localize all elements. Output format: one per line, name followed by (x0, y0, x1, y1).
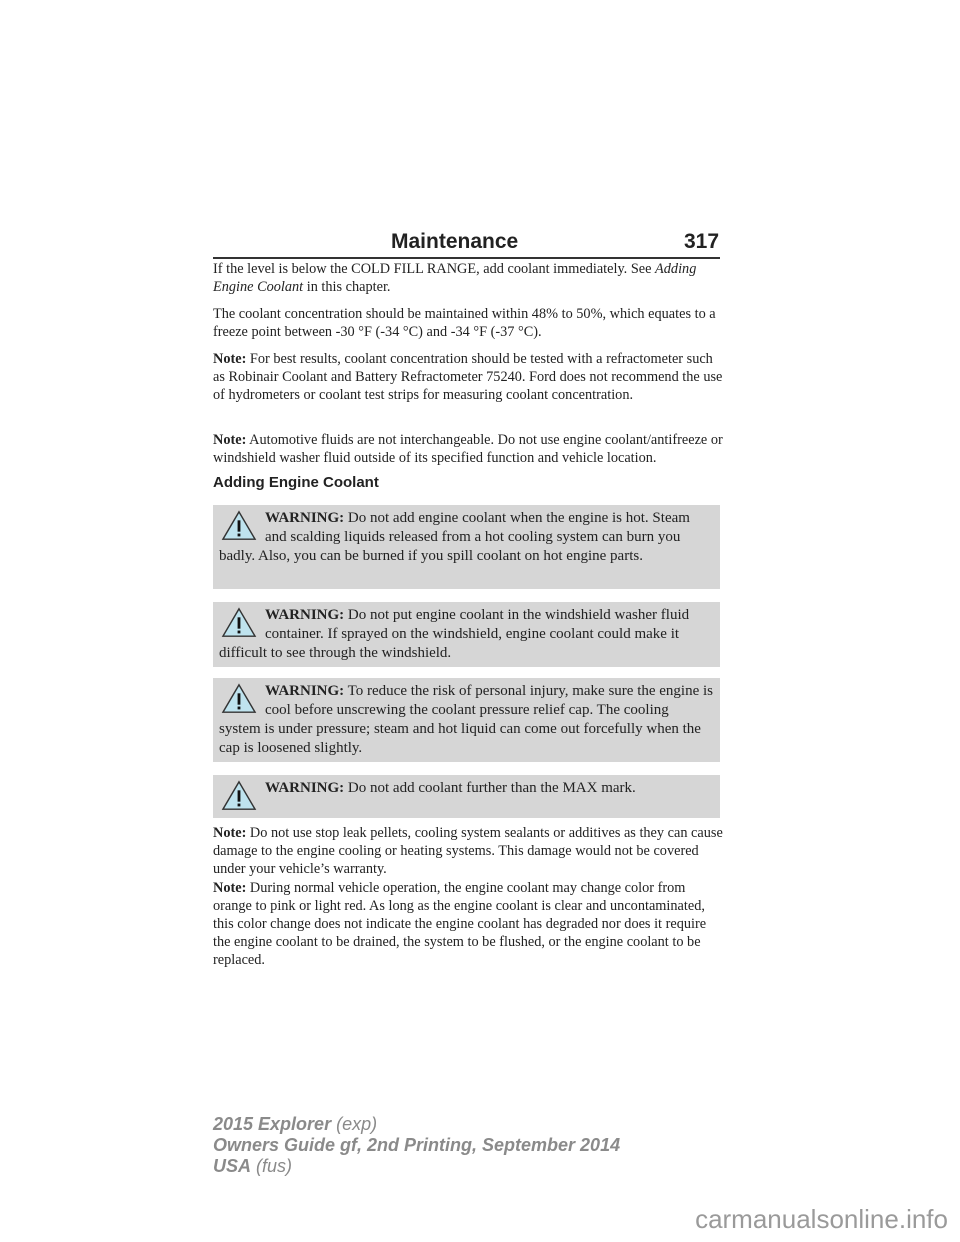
note: Note: Automotive fluids are not interchangeable. Do not use engine coolant/antifreeze or windshield washer fluid outside of its specified function and vehicle location. (213, 432, 723, 466)
note: Note: During normal vehicle operation, the engine coolant may change color from orange to pink or light red. As long as the engine coolant is clear and uncontaminated, this color change does not indicate the engine coolant has degraded nor does it require the engine coolant to be drained, the system to be flushed, or the engine coolant to be replaced. (213, 880, 707, 968)
page-number: 317 (684, 230, 720, 253)
warning-box: WARNING: Do not add coolant further than the MAX mark. (213, 775, 720, 818)
paragraph: The coolant concentration should be maintained within 48% to 50%, which equates to a freeze point between -30 °F (-34 °C) and -34 °F (-37 °C). (213, 306, 716, 340)
cross-reference: Adding Engine Coolant (213, 261, 697, 295)
paragraph: If the level is below the COLD FILL RANGE, add coolant immediately. See Adding Engine Coolant in this chapter. (213, 261, 697, 295)
warning-icon (219, 509, 259, 543)
header-rule (213, 257, 720, 259)
section-heading: Adding Engine Coolant (213, 474, 379, 491)
watermark: carmanualsonline.info (695, 1204, 948, 1234)
section-title: Maintenance (391, 230, 519, 253)
warning-box: WARNING: To reduce the risk of personal injury, make sure the engine is cool before unscrewing the coolant pressure relief cap. The cooling system is under pressure; steam and hot liquid can come out forcefully when the cap is loosened slightly. (213, 678, 720, 762)
warning-icon (219, 682, 259, 716)
warning-box: WARNING: Do not add engine coolant when the engine is hot. Steam and scalding liquids released from a hot cooling system can burn you badly. Also, you can be burned if you spill coolant on hot engine parts. (213, 505, 720, 589)
footer: 2015 Explorer (exp) Owners Guide gf, 2nd Printing, September 2014 USA (fus) (213, 1114, 621, 1176)
note: Note: Do not use stop leak pellets, cooling system sealants or additives as they can cause damage to the engine cooling or heating systems. This damage would not be covered under your vehicle’s warranty. (213, 825, 723, 877)
warning-box: WARNING: Do not put engine coolant in the windshield washer fluid container. If sprayed on the windshield, engine coolant could make it difficult to see through the windshield. (213, 602, 720, 667)
warning-icon (219, 779, 259, 813)
note: Note: For best results, coolant concentration should be tested with a refractometer such as Robinair Coolant and Battery Refractometer 75240. Ford does not recommend the use of hydrometers or coolant test strips for measuring coolant concentration. (213, 351, 723, 403)
warning-icon (219, 606, 259, 640)
